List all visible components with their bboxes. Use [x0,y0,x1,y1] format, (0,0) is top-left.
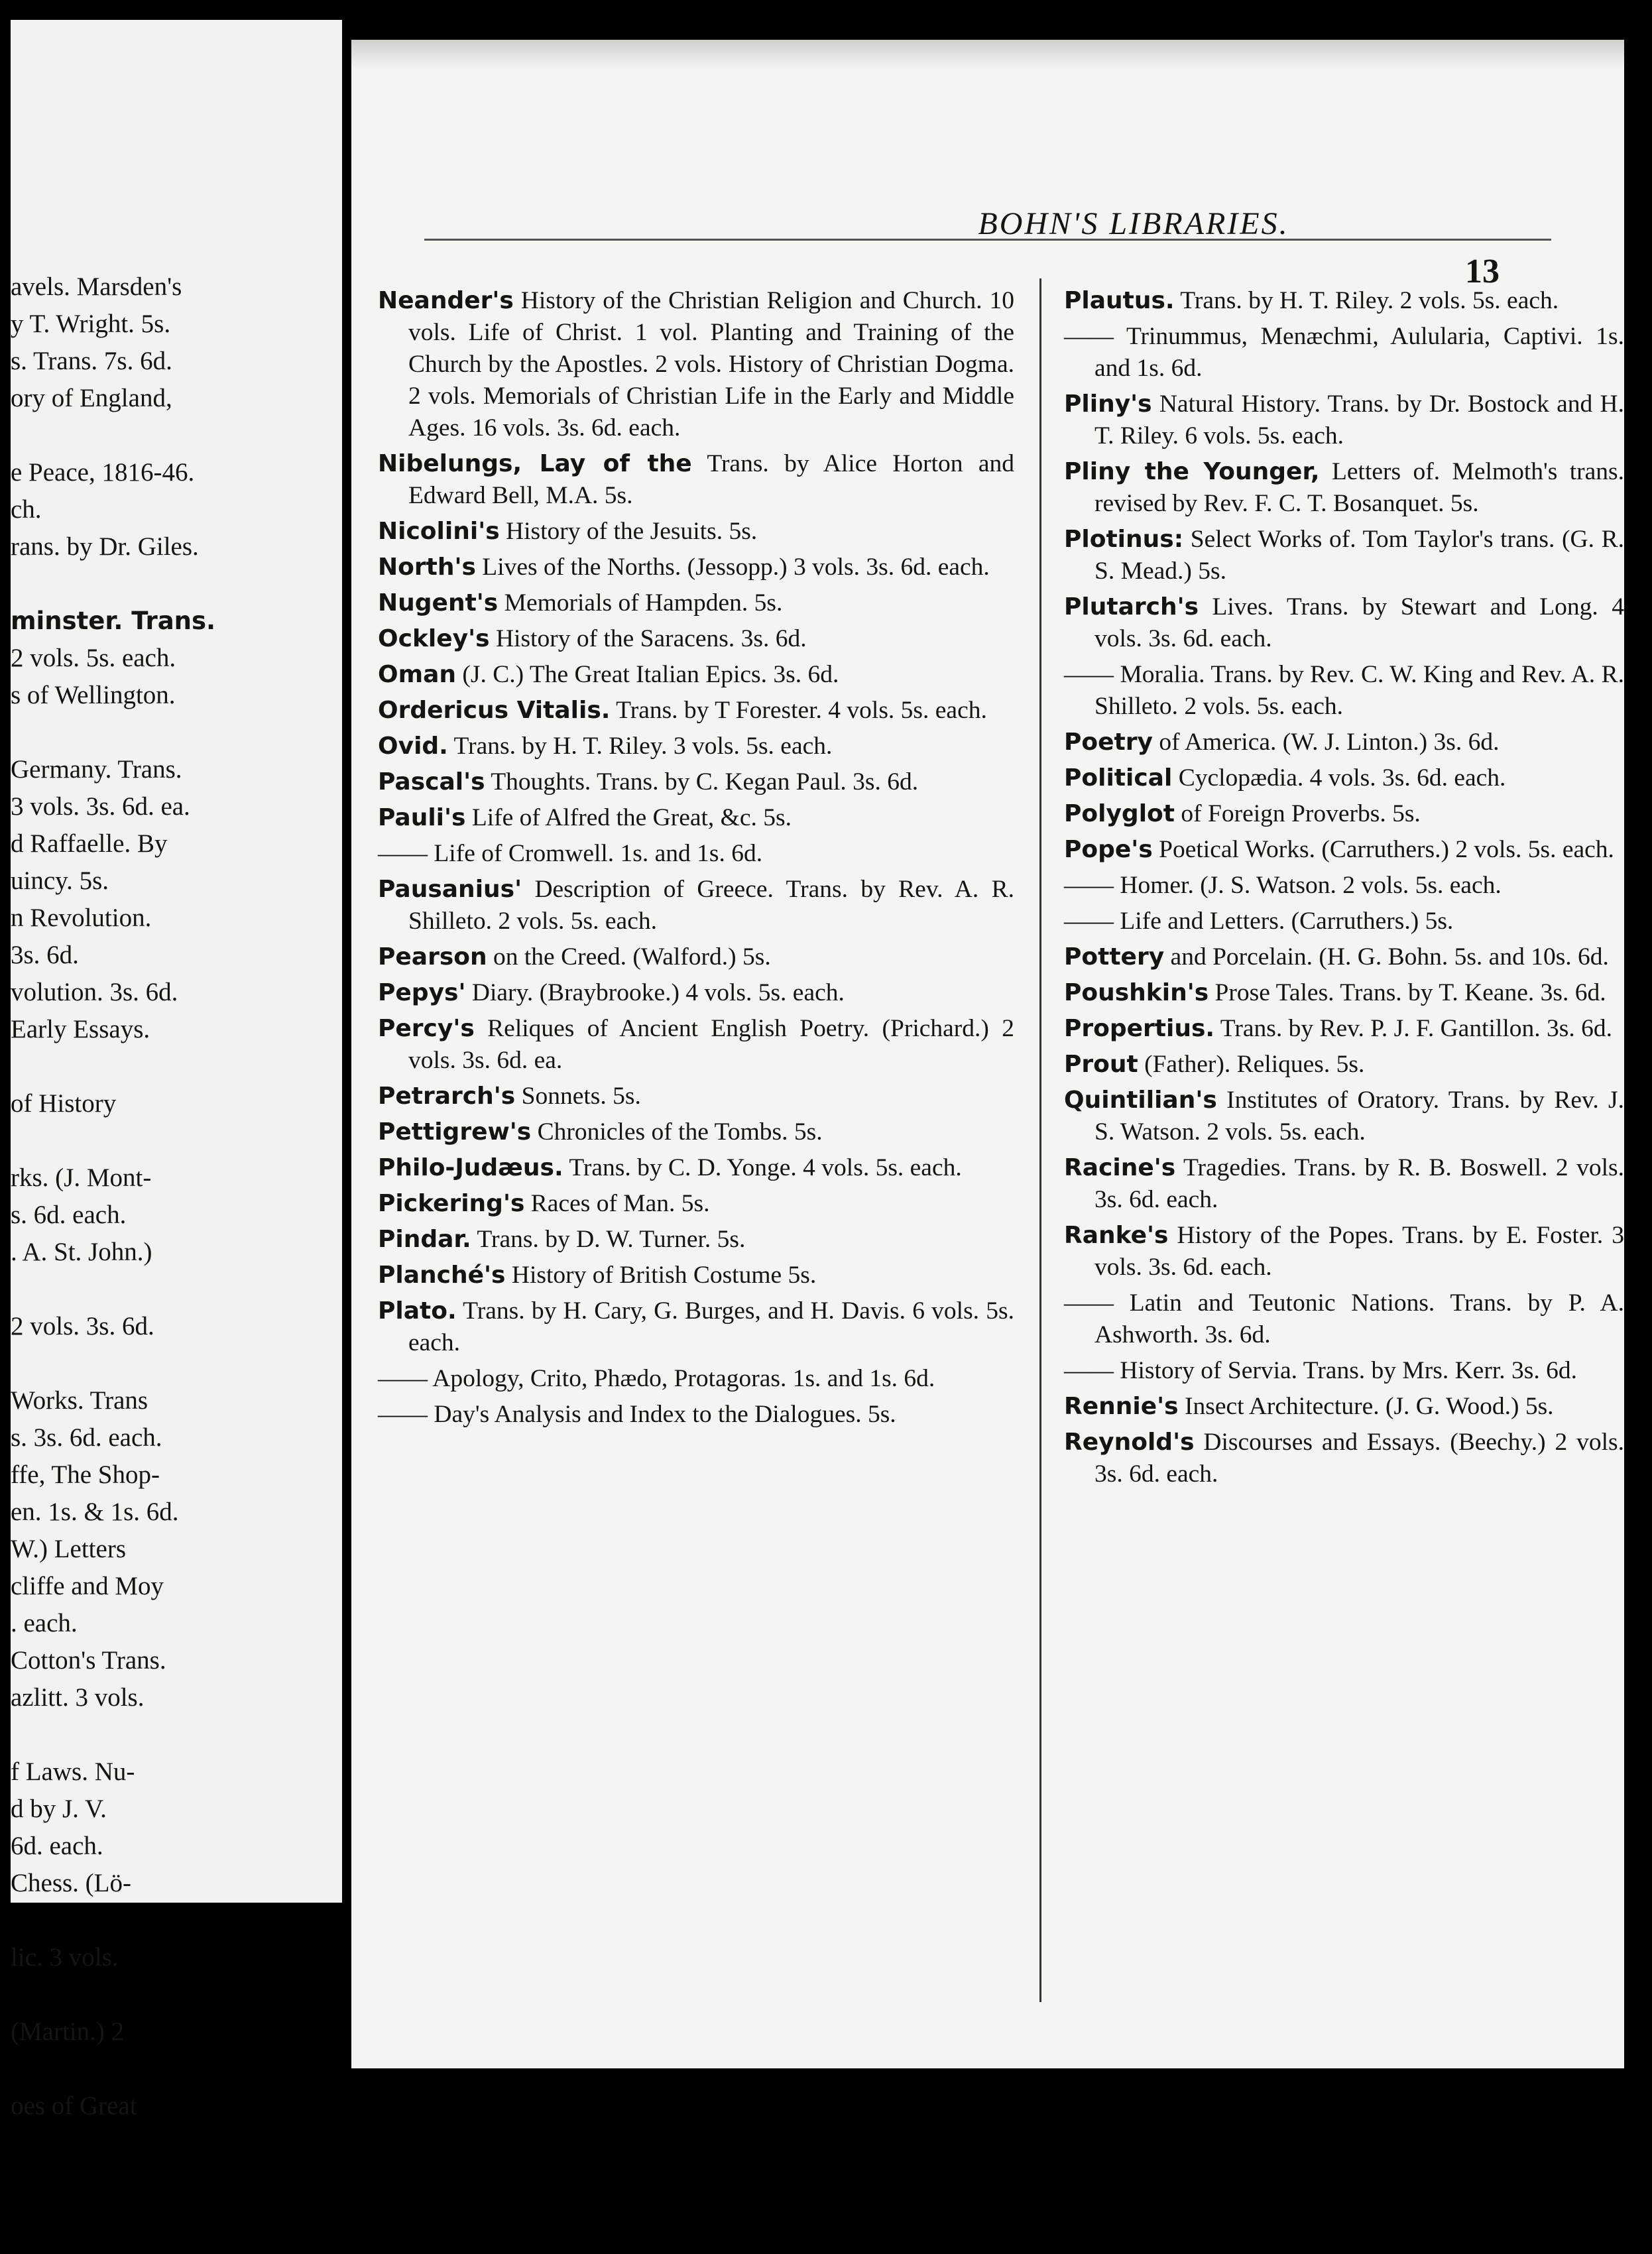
entry-heading: Planché's [378,1262,506,1289]
entry-heading: Prout [1064,1051,1138,1078]
entry-text: Trans. by C. D. Yonge. 4 vols. 5s. each. [563,1154,962,1181]
catalogue-entry [1064,321,1624,385]
entry-heading: Plutarch's [1064,593,1199,621]
facing-page-line: s. 6d. each. [11,1201,127,1229]
entry-heading: Plato. [378,1297,457,1325]
entry-text: Tragedies. Trans. by R. B. Boswell. 2 vols. 3s. 6d. each. [1094,1154,1624,1213]
facing-page-line: volution. 3s. 6d. [11,978,178,1006]
entry-text: Memorials of Hampden. 5s. [498,589,783,617]
facing-page-line: 2 vols. 3s. 6d. [11,1312,154,1340]
catalogue-entry [378,1152,1014,1184]
catalogue-entry [378,1399,1014,1431]
entry-text: Discourses and Essays. (Beechy.) 2 vols. 3s. 6d. each. [1094,1429,1624,1488]
facing-page-line: f Laws. Nu- [11,1757,135,1786]
facing-page-line: minster. Trans. [11,607,216,635]
entry-heading: Pliny's [1064,390,1152,418]
entry-heading: Pope's [1064,836,1153,863]
facing-page-line [11,417,329,454]
column-divider [1039,278,1041,2002]
entry-heading: Neander's [378,287,514,314]
entry-heading: Ovid. [378,733,448,760]
facing-page-line: rks. (J. Mont- [11,1163,152,1192]
entry-heading: Pepys' [378,979,466,1006]
catalogue-entry [378,941,1014,973]
entry-text: Trans. by Alice Horton and Edward Bell, M.A. 5s. [408,450,1014,509]
catalogue-entry [378,977,1014,1009]
catalogue-entry [1064,977,1624,1009]
entry-heading: Pausanius' [378,876,522,903]
entry-text: of America. (W. J. Linton.) 3s. 6d. [1152,729,1500,756]
catalogue-entry [1064,906,1624,937]
catalogue-entry [1064,1049,1624,1081]
facing-page-line: d Raffaelle. By [11,829,168,858]
entry-heading: Ranke's [1064,1222,1169,1249]
entry-text: —— Life of Cromwell. 1s. and 1s. 6d. [378,840,763,867]
facing-page-line: . A. St. John.) [11,1238,152,1266]
facing-page-line: ory of England, [11,384,172,412]
facing-page-line: Germany. Trans. [11,755,182,784]
entry-text: Trans. by T Forester. 4 vols. 5s. each. [610,697,987,724]
facing-page-line [11,1976,329,2013]
facing-page-line: ffe, The Shop- [11,1460,160,1489]
entry-text: (J. C.) The Great Italian Epics. 3s. 6d. [456,661,839,688]
entry-heading: Ockley's [378,625,490,652]
entry-heading: Nicolini's [378,518,500,545]
header-rule [424,239,1551,241]
entry-text: Lives. Trans. by Stewart and Long. 4 vols. 3s. 6d. each. [1094,593,1624,652]
entry-heading: Plotinus: [1064,526,1184,553]
entry-heading: Percy's [378,1015,475,1042]
page-number: 13 [1465,253,1500,290]
catalogue-entry [378,838,1014,870]
catalogue-entry [378,1188,1014,1220]
entry-text: Natural History. Trans. by Dr. Bostock and H. T. Riley. 6 vols. 5s. each. [1094,390,1624,449]
scan-border-left [0,0,11,2254]
facing-page-line: ch. [11,495,42,524]
entry-text: Poetical Works. (Carruthers.) 2 vols. 5s. each. [1152,836,1614,863]
facing-page-line: y T. Wright. 5s. [11,310,171,338]
entry-text: Reliques of Ancient English Poetry. (Prichard.) 2 vols. 3s. 6d. ea. [408,1015,1014,1074]
entry-heading: Quintilian's [1064,1087,1217,1114]
entry-text: History of the Jesuits. 5s. [499,518,758,545]
entry-heading: Reynold's [1064,1429,1195,1456]
catalogue-entry [378,1260,1014,1291]
catalogue-entry [1064,388,1624,452]
entry-text: Trans. by H. T. Riley. 3 vols. 5s. each. [447,733,833,760]
entry-text: (Father). Reliques. 5s. [1138,1051,1365,1078]
facing-page-text [11,268,329,2125]
entry-heading: Pindar. [378,1226,471,1253]
catalogue-entry [1064,524,1624,587]
catalogue-entry [378,659,1014,691]
facing-page-line: s. 3s. 6d. each. [11,1423,162,1452]
catalogue-entry [1064,798,1624,830]
catalogue-entry [1064,1220,1624,1283]
entry-text: History of the Popes. Trans. by E. Foster. 3 vols. 3s. 6d. each. [1094,1222,1624,1281]
facing-page-line [11,1271,329,1308]
catalogue-entry [378,1224,1014,1256]
entry-text: —— History of Servia. Trans. by Mrs. Kerr. 3s. 6d. [1064,1357,1577,1384]
facing-page-line: en. 1s. & 1s. 6d. [11,1498,179,1526]
page-top-shadow [351,40,1624,69]
entry-text: Description of Greece. Trans. by Rev. A. R. Shilleto. 2 vols. 5s. each. [408,876,1014,935]
catalogue-entry [1064,1085,1624,1148]
facing-page-line: d by J. V. [11,1795,107,1823]
catalogue-column-left [378,285,1014,1435]
catalogue-entry [378,516,1014,548]
facing-page-line: n Revolution. [11,904,152,932]
entry-text: —— Apology, Crito, Phædo, Protagoras. 1s. and 1s. 6d. [378,1365,935,1392]
catalogue-entry [1064,1427,1624,1490]
running-head: BOHN'S LIBRARIES. [978,206,1289,241]
facing-page-line [11,2050,329,2088]
entry-heading: North's [378,554,476,581]
catalogue-entry [378,285,1014,444]
catalogue-entry [378,623,1014,655]
entry-heading: Oman [378,661,457,688]
catalogue-entry [378,552,1014,583]
catalogue-entry [1064,285,1624,317]
facing-page-line: avels. Marsden's [11,272,182,301]
facing-page-line: s. Trans. 7s. 6d. [11,347,172,375]
catalogue-entry [378,731,1014,762]
catalogue-entry [1064,1287,1624,1351]
entry-text: Trans. by D. W. Turner. 5s. [471,1226,746,1253]
facing-page-line: lic. 3 vols. [11,1943,119,1972]
entry-text: —— Life and Letters. (Carruthers.) 5s. [1064,908,1454,935]
entry-text: History of the Christian Religion and Church. 10 vols. Life of Christ. 1 vol. Planting and Training of the Church by the Apostles. 2 vols. History of Christian Dogma. 2 vols. Memorials of Christian Life in the Early and Middle Ages. 16 vols. 3s. 6d. each. [408,287,1014,442]
entry-text: Thoughts. Trans. by C. Kegan Paul. 3s. 6d. [485,768,919,796]
entry-text: Trans. by H. Cary, G. Burges, and H. Davis. 6 vols. 5s. each. [408,1297,1014,1356]
entry-text: on the Creed. (Walford.) 5s. [487,943,771,971]
entry-text: History of the Saracens. 3s. 6d. [489,625,807,652]
catalogue-column-right [1064,285,1624,1494]
entry-heading: Pickering's [378,1190,525,1217]
entry-text: Select Works of. Tom Taylor's trans. (G. R. S. Mead.) 5s. [1094,526,1624,585]
entry-heading: Pearson [378,943,487,971]
entry-text: Letters of. Melmoth's trans. revised by Rev. F. C. T. Bosanquet. 5s. [1094,458,1624,517]
catalogue-entry [378,695,1014,727]
facing-page-line: 3 vols. 3s. 6d. ea. [11,792,190,821]
facing-page-line: 2 vols. 5s. each. [11,644,176,672]
entry-heading: Pascal's [378,768,485,796]
entry-text: —— Day's Analysis and Index to the Dialogues. 5s. [378,1401,896,1428]
facing-page-line: e Peace, 1816-46. [11,458,195,487]
facing-page-line: . each. [11,1609,78,1637]
entry-heading: Pettigrew's [378,1118,532,1146]
entry-text: Lives of the Norths. (Jessopp.) 3 vols. 3s. 6d. each. [475,554,990,581]
catalogue-entry [1064,870,1624,902]
facing-page-line: Cotton's Trans. [11,1646,166,1675]
facing-page-line: s of Wellington. [11,681,176,709]
facing-page-line [11,1345,329,1382]
entry-text: Insect Architecture. (J. G. Wood.) 5s. [1178,1393,1554,1420]
page-13 [351,40,1624,2068]
catalogue-entry [1064,1355,1624,1387]
entry-text: History of British Costume 5s. [505,1262,817,1289]
facing-page-line: W.) Letters [11,1535,126,1563]
entry-text: —— Latin and Teutonic Nations. Trans. by P. A. Ashworth. 3s. 6d. [1064,1289,1624,1348]
entry-text: Chronicles of the Tombs. 5s. [531,1118,823,1146]
catalogue-entry [1064,1013,1624,1045]
entry-heading: Ordericus Vitalis. [378,697,611,724]
entry-heading: Racine's [1064,1154,1176,1181]
entry-heading: Rennie's [1064,1393,1179,1420]
catalogue-entry [378,874,1014,937]
entry-text: Life of Alfred the Great, &c. 5s. [465,804,792,831]
catalogue-entry [378,1363,1014,1395]
entry-heading: Pauli's [378,804,466,831]
facing-page-line [11,714,329,751]
entry-text: Institutes of Oratory. Trans. by Rev. J. S. Watson. 2 vols. 5s. each. [1094,1087,1624,1146]
entry-heading: Philo-Judæus. [378,1154,563,1181]
entry-heading: Pottery [1064,943,1165,971]
catalogue-entry [1064,941,1624,973]
entry-heading: Nibelungs, Lay of the [378,450,692,477]
facing-page-line: 3s. 6d. [11,941,79,969]
book-gutter [342,0,351,2254]
entry-text: Sonnets. 5s. [515,1083,641,1110]
entry-text: Diary. (Braybrooke.) 4 vols. 5s. each. [465,979,845,1006]
facing-page-line [11,1902,329,1939]
catalogue-entry [1064,456,1624,520]
entry-text: Cyclopædia. 4 vols. 3s. 6d. each. [1172,764,1506,792]
entry-text: —— Moralia. Trans. by Rev. C. W. King and Rev. A. R. Shilleto. 2 vols. 5s. each. [1064,661,1624,720]
catalogue-entry [1064,762,1624,794]
entry-heading: Nugent's [378,589,499,617]
entry-text: Trans. by Rev. P. J. F. Gantillon. 3s. 6d. [1214,1015,1612,1042]
entry-text: Trans. by H. T. Riley. 2 vols. 5s. each. [1174,287,1559,314]
facing-page-line: oes of Great [11,2092,137,2120]
catalogue-entry [378,766,1014,798]
entry-text: Prose Tales. Trans. by T. Keane. 3s. 6d. [1209,979,1606,1006]
facing-page-line [11,565,329,603]
facing-page-line [11,1048,329,1085]
catalogue-entry [378,587,1014,619]
facing-page-line: Early Essays. [11,1015,150,1043]
entry-text: of Foreign Proverbs. 5s. [1174,800,1421,827]
facing-page-line [11,1122,329,1159]
entry-heading: Propertius. [1064,1015,1215,1042]
catalogue-entry [378,1013,1014,1077]
facing-page-line [11,1716,329,1753]
facing-page-line: azlitt. 3 vols. [11,1683,145,1712]
facing-page-line: 6d. each. [11,1832,103,1860]
facing-page-line: rans. by Dr. Giles. [11,532,199,561]
facing-page-line: uincy. 5s. [11,866,109,895]
entry-text: —— Trinummus, Menæchmi, Aulularia, Captivi. 1s. and 1s. 6d. [1064,323,1624,382]
facing-page-line: of History [11,1089,117,1118]
catalogue-entry [1064,834,1624,866]
catalogue-entry [1064,1152,1624,1216]
catalogue-entry [378,1116,1014,1148]
entry-text: and Porcelain. (H. G. Bohn. 5s. and 10s. 6d. [1164,943,1609,971]
facing-page-line: cliffe and Moy [11,1572,164,1600]
entry-heading: Poushkin's [1064,979,1209,1006]
facing-page-line: Works. Trans [11,1386,148,1415]
catalogue-entry [378,448,1014,512]
entry-heading: Polyglot [1064,800,1175,827]
entry-text: Races of Man. 5s. [524,1190,710,1217]
entry-heading: Political [1064,764,1173,792]
entry-heading: Plautus. [1064,287,1175,314]
entry-heading: Petrarch's [378,1083,516,1110]
entry-heading: Poetry [1064,729,1153,756]
catalogue-entry [1064,727,1624,758]
facing-page-line: (Martin.) 2 [11,2017,125,2046]
catalogue-entry [378,1081,1014,1112]
entry-text: —— Homer. (J. S. Watson. 2 vols. 5s. each. [1064,872,1502,899]
catalogue-entry [378,802,1014,834]
catalogue-entry [1064,1391,1624,1423]
catalogue-entry [1064,659,1624,723]
catalogue-entry [1064,591,1624,655]
entry-heading: Pliny the Younger, [1064,458,1320,485]
facing-page-line: Chess. (Lö- [11,1869,131,1897]
facing-page-left [11,20,342,2120]
catalogue-entry [378,1295,1014,1359]
